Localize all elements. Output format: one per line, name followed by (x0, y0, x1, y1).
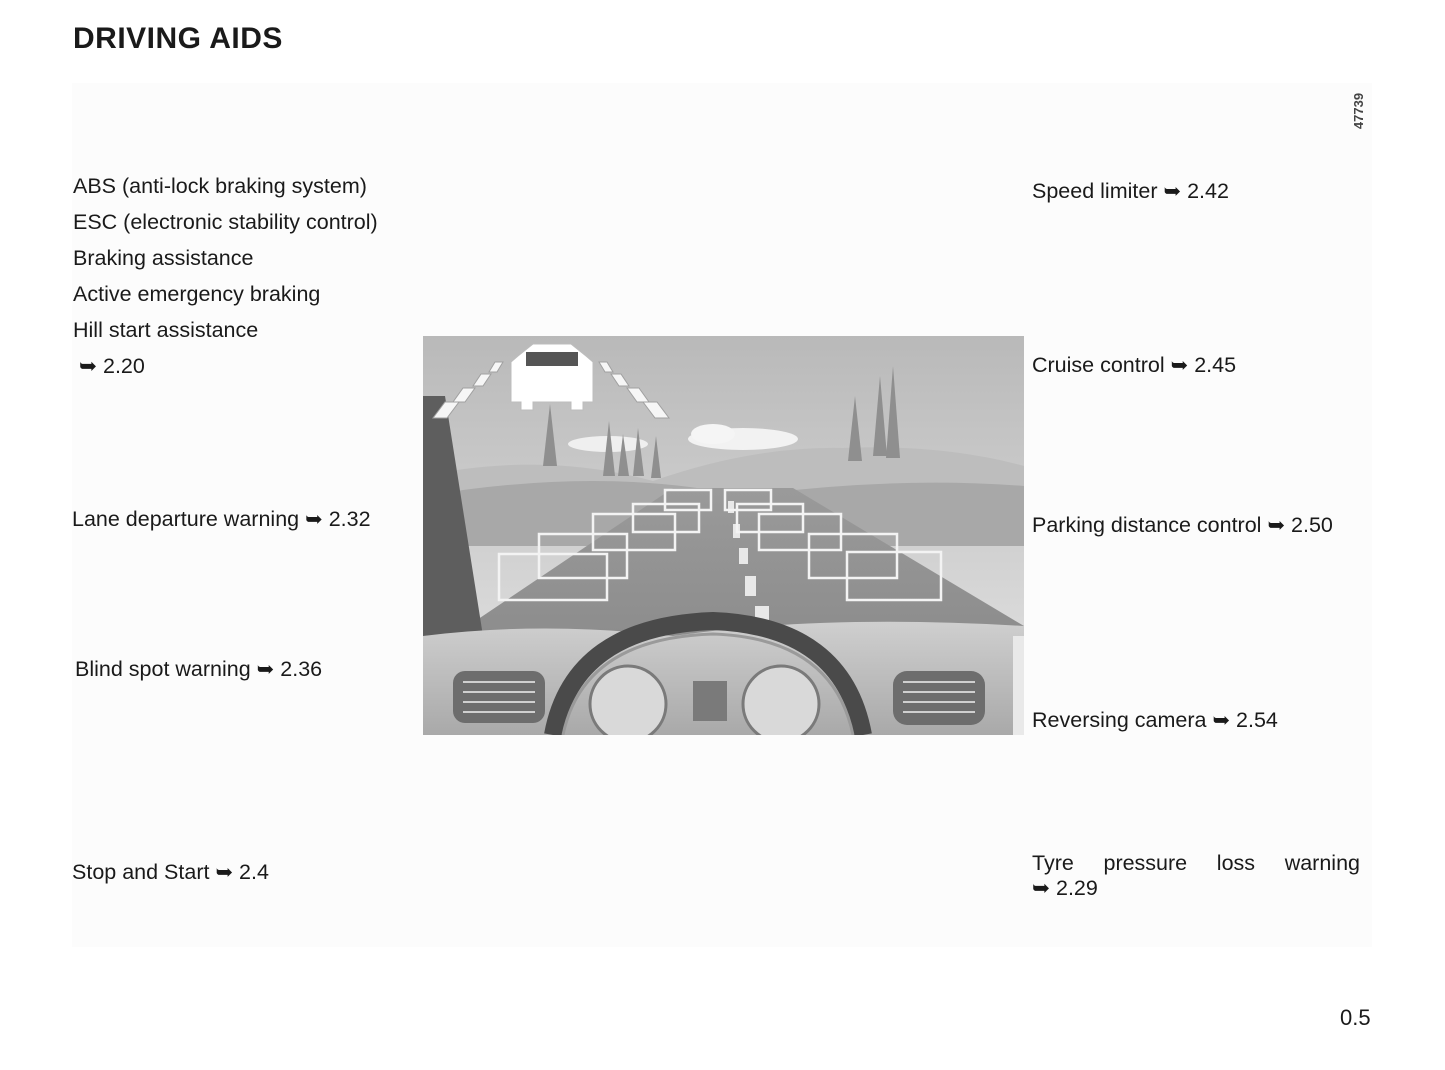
page-title: DRIVING AIDS (73, 22, 283, 55)
label-hill-start-assistance: Hill start assistance (73, 318, 259, 342)
braking-group (73, 168, 378, 384)
braking-group-ref[interactable]: ➥ 2.20 (79, 354, 145, 378)
driver-view-illustration (423, 336, 1024, 735)
label-active-emergency-braking: Active emergency braking (73, 282, 321, 306)
label-speed-limiter[interactable]: Speed limiter ➥ 2.42 (1032, 179, 1229, 203)
label-stop-start[interactable]: Stop and Start ➥ 2.4 (72, 860, 269, 884)
label-parking-distance[interactable]: Parking distance control ➥ 2.50 (1032, 513, 1333, 537)
arrow-icon: ➥ (1212, 709, 1231, 732)
label-tyre-pressure[interactable]: Tyre pressure loss warning ➥ 2.29 (1032, 851, 1360, 900)
arrow-icon: ➥ (1163, 180, 1182, 203)
label-lane-departure[interactable]: Lane departure warning ➥ 2.32 (72, 507, 371, 531)
arrow-icon: ➥ (1032, 876, 1051, 900)
image-id: 47739 (1350, 92, 1366, 130)
label-abs: ABS (anti-lock braking system) (73, 174, 367, 198)
label-esc: ESC (electronic stability control) (73, 210, 378, 234)
arrow-icon: ➥ (215, 861, 234, 884)
page-number: 0.5 (1340, 1005, 1371, 1030)
label-braking-assistance: Braking assistance (73, 246, 254, 270)
arrow-icon: ➥ (1170, 354, 1189, 377)
label-cruise-control[interactable]: Cruise control ➥ 2.45 (1032, 353, 1237, 377)
arrow-icon: ➥ (256, 658, 275, 681)
arrow-icon: ➥ (79, 354, 98, 378)
arrow-icon: ➥ (305, 508, 323, 531)
label-blind-spot[interactable]: Blind spot warning ➥ 2.36 (75, 657, 323, 681)
arrow-icon: ➥ (1267, 514, 1286, 537)
label-reversing-camera[interactable]: Reversing camera ➥ 2.54 (1032, 708, 1278, 732)
